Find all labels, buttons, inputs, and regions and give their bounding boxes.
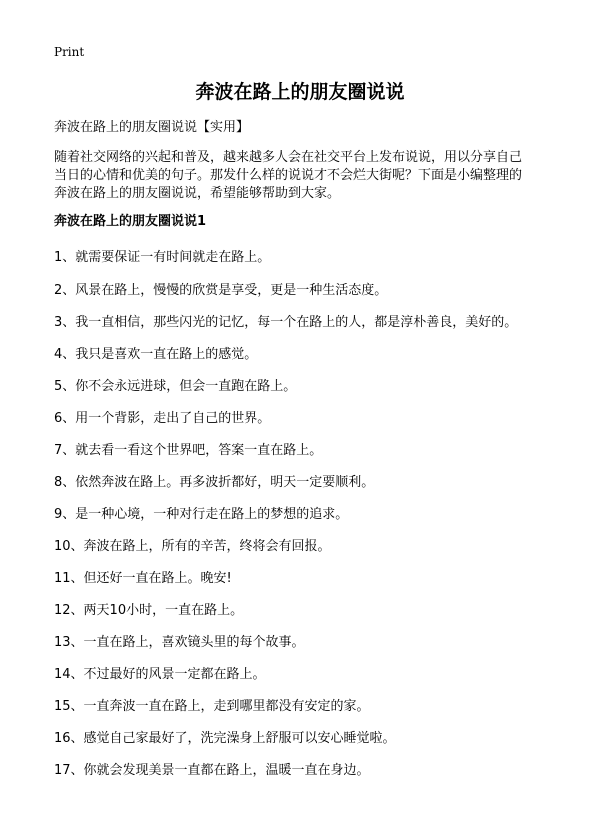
document-subtitle: 奔波在路上的朋友圈说说【实用】 (54, 120, 250, 135)
list-item: 1、就需要保证一有时间就走在路上。 (54, 250, 271, 265)
list-item: 10、奔波在路上，所有的辛苦，终将会有回报。 (54, 539, 331, 554)
list-item: 8、依然奔波在路上。再多波折都好，明天一定要顺利。 (54, 475, 375, 490)
print-link[interactable]: Print (54, 45, 85, 59)
list-item: 14、不过最好的风景一定都在路上。 (54, 667, 266, 682)
list-item: 5、你不会永远进球，但会一直跑在路上。 (54, 379, 297, 394)
intro-line: 随着社交网络的兴起和普及，越来越多人会在社交平台上发布说说，用以分享自己 (54, 150, 523, 165)
intro-line: 当日的心情和优美的句子。那发什么样的说说才不会烂大街呢？下面是小编整理的 (54, 168, 523, 183)
intro-line: 奔波在路上的朋友圈说说，希望能够帮助到大家。 (54, 186, 341, 201)
section-heading: 奔波在路上的朋友圈说说1 (54, 214, 207, 229)
list-item: 7、就去看一看这个世界吧，答案一直在路上。 (54, 443, 323, 458)
list-item: 3、我一直相信，那些闪光的记忆，每一个在路上的人，都是淳朴善良，美好的。 (54, 315, 518, 330)
list-item: 17、你就会发现美景一直都在路上，温暖一直在身边。 (54, 763, 370, 778)
list-item: 15、一直奔波一直在路上，走到哪里都没有安定的家。 (54, 699, 370, 714)
list-item: 12、两天10小时，一直在路上。 (54, 603, 244, 618)
list-item: 4、我只是喜欢一直在路上的感觉。 (54, 347, 258, 362)
list-item: 11、但还好一直在路上。晚安! (54, 571, 232, 586)
list-item: 13、一直在路上，喜欢镜头里的每个故事。 (54, 635, 305, 650)
list-item: 2、风景在路上，慢慢的欣赏是享受，更是一种生活态度。 (54, 283, 388, 298)
list-item: 6、用一个背影，走出了自己的世界。 (54, 411, 271, 426)
list-item: 9、是一种心境，一种对行走在路上的梦想的追求。 (54, 507, 349, 522)
intro-paragraph (54, 149, 554, 203)
page-title: 奔波在路上的朋友圈说说 (195, 81, 405, 103)
list-item: 16、感觉自己家最好了，洗完澡身上舒服可以安心睡觉啦。 (54, 731, 396, 746)
